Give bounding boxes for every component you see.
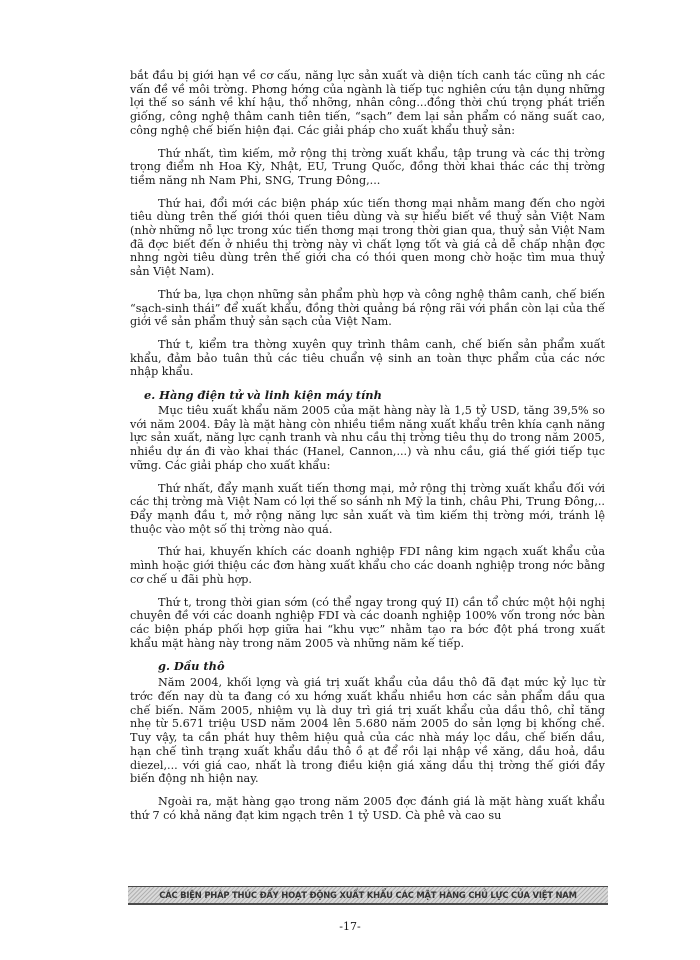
section-heading-electronics: e. Hàng điện tử và linh kiện máy tính — [144, 388, 382, 403]
paragraph: Thứ nhất, tìm kiếm, mở rộng thị trờng xuất khẩu, tập trung và các thị trờng trọng điểm nh Hoa Kỳ, Nhật, EU, Trung Quốc, đồng thời khai thác các thị trờng tiềm năng nh Nam Phi, SNG, Trung Đông,... — [130, 146, 605, 187]
paragraph: bắt đầu bị giới hạn về cơ cấu, năng lực sản xuất và diện tích canh tác cũng nh các vấn đề về môi trờng. Phơng hớng của ngành là tiếp tục nghiên cứu tận dụng những lợi thế so sánh về khí hậu, thổ nhỡng, nhân công...đồng thời chú trọng phát triển giống, công nghệ thâm canh tiên tiến, “sạch” đem lại sản phẩm có năng suất cao, công nghệ chế biến hiện đại. Các giải pháp cho xuất khẩu thuỷ sản: — [130, 69, 605, 137]
paragraph: Thứ hai, khuyến khích các doanh nghiệp FDI nâng kim ngạch xuất khẩu của mình hoặc giới thiệu các đơn hàng xuất khẩu cho các doanh nghiệp trong nớc bằng cơ chế u đãi phù hợp. — [130, 545, 605, 586]
paragraph: Thứ t, trong thời gian sớm (có thể ngay trong quý II) cần tổ chức một hội nghị chuyên đề với các doanh nghiệp FDI và các doanh nghiệp 100% vốn trong nớc bàn các biện pháp phối hợp giữa hai “khu vực” nhằm tạo ra bớc đột phá trong xuất khẩu mặt hàng này trong năm 2005 và những năm kế tiếp. — [130, 595, 605, 650]
section-heading-crude-oil: g. Dầu thô — [158, 659, 225, 674]
paragraph: Thứ nhất, đẩy mạnh xuất tiến thơng mại, mở rộng thị trờng xuất khẩu đối với các thị trờng mà Việt Nam có lợi thế so sánh nh Mỹ la tinh, châu Phi, Trung Đông,.. Đẩy mạnh đầu t, mở rộng năng lực sản xuất và tìm kiếm thị trờng mới, tránh lệ thuộc vào một số thị trờng nào quá. — [130, 481, 605, 536]
paragraph: Ngoài ra, mặt hàng gạo trong năm 2005 đợc đánh giá là mặt hàng xuất khẩu thứ 7 có khả năng đạt kim ngạch trên 1 tỷ USD. Cà phê và cao su — [130, 794, 605, 822]
page-number: -17- — [339, 920, 361, 933]
page-body — [130, 69, 605, 831]
paragraph: Mục tiêu xuất khẩu năm 2005 của mặt hàng này là 1,5 tỷ USD, tăng 39,5% so với năm 2004. Đây là mặt hàng còn nhiều tiềm năng xuất khẩu trên khía cạnh năng lực sản xuất, năng lực cạnh tranh và nhu cầu thị trờng tiêu thụ do trong năm 2005, nhiều dự án đi vào khai thác (Hanel, Cannon,...) và nhu cầu, giá thế giới tiếp tục vững. Các giải pháp cho xuất khẩu: — [130, 404, 605, 472]
paragraph: Thứ hai, đổi mới các biện pháp xúc tiến thơng mại nhằm mang đến cho ngời tiêu dùng trên thế giới thói quen tiêu dùng và sự hiểu biết về thuỷ sản Việt Nam (nhờ những nỗ lực trong xúc tiến thơng mại trong thời gian qua, thuỷ sản Việt Nam đã đợc biết đến ở nhiều thị trờng này vì chất lợng tốt và giá cả dễ chấp nhận đợc nhng ngời tiêu dùng trên thế giới cha có thói quen mong chờ hoặc tìm mua thuỷ sản Việt Nam). — [130, 196, 605, 279]
paragraph: Thứ t, kiểm tra thờng xuyên quy trình thâm canh, chế biến sản phẩm xuất khẩu, đảm bảo tuân thủ các tiêu chuẩn vệ sinh an toàn thực phẩm của các nớc nhập khẩu. — [130, 337, 605, 379]
paragraph: Thứ ba, lựa chọn những sản phẩm phù hợp và công nghệ thâm canh, chế biến “sạch-sinh thái” để xuất khẩu, đồng thời quảng bá rộng rãi với phần còn lại của thế giới về sản phẩm thuỷ sản sạch của Việt Nam. — [130, 287, 605, 329]
paragraph: Năm 2004, khối lợng và giá trị xuất khẩu của dầu thô đã đạt mức kỷ lục từ trớc đến nay dù ta đang có xu hớng xuất khẩu nhiều hơn các sản phẩm dầu qua chế biến. Năm 2005, nhiệm vụ là duy trì giá trị xuất khẩu của dầu thô, chỉ tăng nhẹ từ 5.671 triệu USD năm 2004 lên 5.680 năm 2005 do sản lợng bị khống chế. Tuy vậy, ta cần phát huy thêm hiệu quả của các nhà máy lọc dầu, chế biến dầu, hạn chế tình trạng xuất khẩu dầu thô ồ ạt để rồi lại nhập về xăng, dầu hoả, dầu diezel,... với giá cao, nhất là trong điều kiện giá xăng dầu thị trờng thế giới đầy biến động nh hiện nay. — [130, 676, 605, 786]
footer-banner: CÁC BIỆN PHÁP THÚC ĐẨY HOẠT ĐỘNG XUẤT KHẨU CÁC MẶT HÀNG CHỦ LỰC CỦA VIỆT NAM — [128, 886, 608, 905]
